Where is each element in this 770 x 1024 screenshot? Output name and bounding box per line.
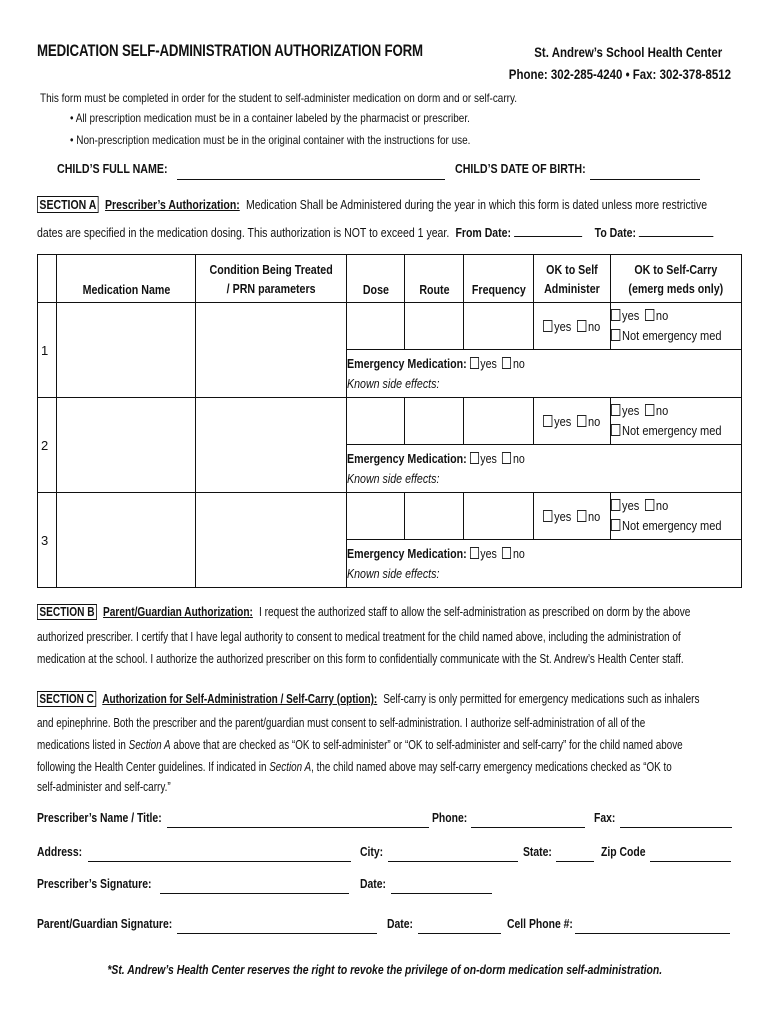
medication-name-cell[interactable] (57, 398, 195, 493)
cell-phone-field[interactable] (575, 918, 730, 934)
parent-signature-field[interactable] (177, 918, 377, 934)
section-a-text-2: dates are specified in the medication dosing. This authorization is NOT to exceed 1 year. From Date: To Date: (37, 225, 770, 240)
col-condition: Condition Being Treated / PRN parameters (195, 255, 346, 303)
child-dob-field[interactable] (590, 163, 700, 180)
table-row (38, 398, 742, 445)
state-field[interactable] (556, 846, 594, 862)
org-name: St. Andrew’s School Health Center (534, 44, 722, 60)
yes-checkbox[interactable] (543, 320, 552, 332)
frequency-cell[interactable] (464, 493, 533, 540)
section-b-line-2: authorized prescriber. I certify that I have legal authority to consent to medical treatment for the child named above, including the administration of (37, 630, 681, 644)
table-row (38, 303, 742, 350)
route-cell[interactable] (405, 493, 464, 540)
section-c-line-4: following the Health Center guidelines. If indicated in Section A, the child named above may self-carry emergency medications checked as “OK to (37, 760, 672, 774)
cell-phone-label: Cell Phone #: (507, 916, 573, 931)
prescriber-signature-field[interactable] (160, 878, 349, 894)
no-checkbox[interactable] (502, 547, 511, 559)
parent-signature-label: Parent/Guardian Signature: (37, 916, 173, 931)
intro-bullet-2: • Non-prescription medication must be in the original container with the instructions for use. (70, 133, 471, 147)
child-dob-label: CHILD’S DATE OF BIRTH: (455, 161, 586, 176)
phone-label: Phone: (432, 810, 468, 825)
from-date-field[interactable] (514, 236, 582, 237)
prescriber-name-label: Prescriber’s Name / Title: (37, 810, 162, 825)
yes-checkbox[interactable] (470, 357, 479, 369)
col-ok-self-administer: OK to Self Administer (533, 255, 610, 303)
table-row (38, 493, 742, 540)
prescriber-signature-label: Prescriber’s Signature: (37, 876, 152, 891)
section-b-label: SECTION B (37, 604, 97, 620)
route-cell[interactable] (405, 398, 464, 445)
not-emergency-checkbox[interactable] (611, 329, 620, 341)
medication-name-cell[interactable] (57, 303, 195, 398)
no-checkbox[interactable] (645, 404, 654, 416)
side-effects-label: Known side effects: (347, 375, 440, 391)
col-route: Route (405, 255, 464, 303)
section-c-label: SECTION C (37, 691, 96, 707)
prescriber-name-field[interactable] (167, 812, 429, 828)
side-effects-label: Known side effects: (347, 470, 440, 486)
city-field[interactable] (388, 846, 518, 862)
condition-cell[interactable] (195, 303, 346, 398)
medication-name-cell[interactable] (57, 493, 195, 588)
condition-cell[interactable] (195, 493, 346, 588)
yes-checkbox[interactable] (470, 452, 479, 464)
org-contact: Phone: 302-285-4240 • Fax: 302-378-8512 (508, 66, 732, 82)
emergency-cell: Emergency Medication: yes no Known side effects: (347, 540, 742, 588)
medication-table (37, 254, 742, 588)
yes-checkbox[interactable] (611, 499, 620, 511)
condition-cell[interactable] (195, 398, 346, 493)
dose-cell[interactable] (347, 303, 405, 350)
fax-field[interactable] (620, 812, 732, 828)
ok-self-carry-cell: yes no Not emergency med (610, 493, 741, 540)
child-name-field[interactable] (177, 163, 445, 180)
fax-label: Fax: (594, 810, 616, 825)
yes-checkbox[interactable] (611, 309, 620, 321)
row-number: 2 (38, 398, 57, 493)
no-checkbox[interactable] (502, 357, 511, 369)
dose-cell[interactable] (347, 493, 405, 540)
col-medication-name: Medication Name (57, 255, 195, 303)
route-cell[interactable] (405, 303, 464, 350)
frequency-cell[interactable] (464, 398, 533, 445)
no-checkbox[interactable] (577, 415, 586, 427)
frequency-cell[interactable] (464, 303, 533, 350)
side-effects-label: Known side effects: (347, 565, 440, 581)
phone-field[interactable] (471, 812, 585, 828)
col-frequency: Frequency (464, 255, 533, 303)
yes-checkbox[interactable] (470, 547, 479, 559)
section-b-line-3: medication at the school. I authorize the authorized prescriber on this form to confidentially communicate with the St. Andrew’s Health Center staff. (37, 652, 684, 666)
section-b-heading: Parent/Guardian Authorization: (103, 605, 253, 619)
col-dose: Dose (347, 255, 405, 303)
yes-checkbox[interactable] (543, 415, 552, 427)
zip-field[interactable] (650, 846, 731, 862)
section-a-text-1: SECTION A Prescriber’s Authorization: Medication Shall be Administered during the year in which this form is dated unless more restrictive (37, 197, 770, 212)
section-c-line-5: self-administer and self-carry.” (37, 780, 171, 794)
ok-self-carry-cell: yes no Not emergency med (610, 303, 741, 350)
section-c-line-3: medications listed in Section A above that are checked as “OK to self-administer” or “OK to self-administer and self-carry” for the child named above (37, 738, 683, 752)
table-header-row (38, 255, 742, 303)
dose-cell[interactable] (347, 398, 405, 445)
emergency-cell: Emergency Medication: yes no Known side effects: (347, 445, 742, 493)
no-checkbox[interactable] (577, 510, 586, 522)
city-label: City: (360, 844, 384, 859)
section-a-label: SECTION A (37, 196, 99, 213)
yes-checkbox[interactable] (543, 510, 552, 522)
row-number: 3 (38, 493, 57, 588)
to-date-field[interactable] (639, 236, 714, 237)
state-label: State: (523, 844, 552, 859)
date-field-1[interactable] (391, 878, 492, 894)
no-checkbox[interactable] (645, 499, 654, 511)
footer-note: *St. Andrew’s Health Center reserves the right to revoke the privilege of on-dorm medication self-administration. (107, 962, 663, 977)
not-emergency-checkbox[interactable] (611, 519, 620, 531)
ok-self-administer-cell: yes no (533, 493, 610, 540)
col-ok-self-carry: OK to Self-Carry (emerg meds only) (610, 255, 741, 303)
section-c-line-2: and epinephrine. Both the prescriber and the parent/guardian must consent to self-administration. I authorize self-administration of all of the (37, 716, 646, 730)
address-label: Address: (37, 844, 83, 859)
ok-self-administer-cell: yes no (533, 398, 610, 445)
ok-self-administer-cell: yes no (533, 303, 610, 350)
form-title: MEDICATION SELF-ADMINISTRATION AUTHORIZATION FORM (37, 41, 423, 60)
section-c-line-1: SECTION C Authorization for Self-Administration / Self-Carry (option): Self-carry is only permitted for emergency medications such as inhalers (37, 688, 770, 710)
intro-bullet-1: • All prescription medication must be in a container labeled by the pharmacist or prescriber. (70, 111, 470, 125)
date-label-2: Date: (387, 916, 414, 931)
zip-label: Zip Code (601, 844, 646, 859)
date-label-1: Date: (360, 876, 387, 891)
section-b-line-1: SECTION B Parent/Guardian Authorization: I request the authorized staff to allow the self-administration as prescribed on dorm by the above (37, 601, 770, 623)
section-a-heading: Prescriber’s Authorization: (104, 197, 240, 212)
no-checkbox[interactable] (502, 452, 511, 464)
no-checkbox[interactable] (577, 320, 586, 332)
yes-checkbox[interactable] (611, 404, 620, 416)
no-checkbox[interactable] (645, 309, 654, 321)
col-number (38, 255, 57, 303)
address-field[interactable] (88, 846, 351, 862)
not-emergency-checkbox[interactable] (611, 424, 620, 436)
date-field-2[interactable] (418, 918, 501, 934)
intro-text: This form must be completed in order for the student to self-administer medication on dorm and or self-carry. (40, 91, 517, 105)
row-number: 1 (38, 303, 57, 398)
section-c-heading: Authorization for Self-Administration / Self-Carry (option): (102, 692, 378, 706)
ok-self-carry-cell: yes no Not emergency med (610, 398, 741, 445)
child-name-label: CHILD’S FULL NAME: (57, 161, 168, 176)
emergency-cell: Emergency Medication: yes no Known side effects: (347, 350, 742, 398)
